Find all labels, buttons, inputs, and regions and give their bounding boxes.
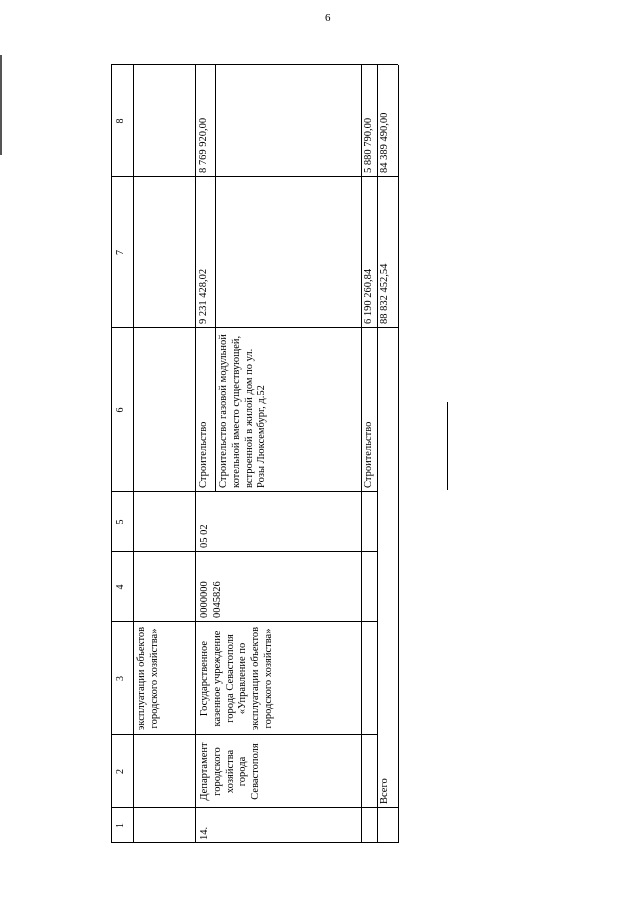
header-col7-cell: 9 231 428,02 (198, 268, 209, 324)
total-col8-cell: 84 389 490,00 (379, 112, 390, 173)
header-desc-cell: Строительство (198, 421, 209, 488)
center-divider-line (447, 402, 448, 490)
header-cell-5: 5 (115, 519, 126, 525)
header-cell-7: 7 (115, 250, 126, 255)
column-divider (111, 176, 377, 177)
sub-col7-cell: 6 190 260,84 (363, 268, 374, 324)
header-cell-6: 6 (115, 407, 126, 413)
total-label-cell: Всего (379, 778, 390, 804)
sub-col8-cell: 5 880 790,00 (363, 117, 374, 173)
table-border-bottom (398, 65, 399, 843)
page-number: 6 (325, 12, 331, 24)
code-cell (195, 552, 361, 622)
margin-mark (0, 55, 2, 155)
department-cell: Департамент городского хозяйства города Севастополя (199, 742, 262, 801)
header-cell-3: 3 (115, 676, 126, 681)
header-col8-cell: 8 769 920,00 (198, 117, 209, 173)
recipient-cell: Государственное казенное учреждение города Севастополя «Управление по эксплуатации объектов городского хозяйства» (199, 626, 274, 731)
table-border-right (111, 64, 398, 65)
continued-recipient-cell: эксплуатации объектов городского хозяйства» (136, 626, 160, 731)
sub-desc-cell: Строительство (363, 421, 374, 488)
row-number-cell: 14. (199, 826, 210, 840)
code-line-1: 0000000 (199, 581, 210, 618)
code-line-2: 0045826 (211, 581, 223, 618)
object-desc-cell: Строительство газовой модульной котельной вместо существующей, встроенной в жилой дом по ул. Розы Люксембург, д.52 (218, 334, 268, 488)
total-col7-cell: 88 832 452,54 (379, 263, 390, 324)
header-cell-8: 8 (115, 118, 126, 124)
header-cell-1: 1 (115, 823, 126, 828)
rotated-table-container (111, 65, 398, 843)
header-cell-4: 4 (115, 584, 126, 590)
section-cell: 05 02 (199, 524, 210, 548)
header-cell-2: 2 (115, 769, 126, 774)
